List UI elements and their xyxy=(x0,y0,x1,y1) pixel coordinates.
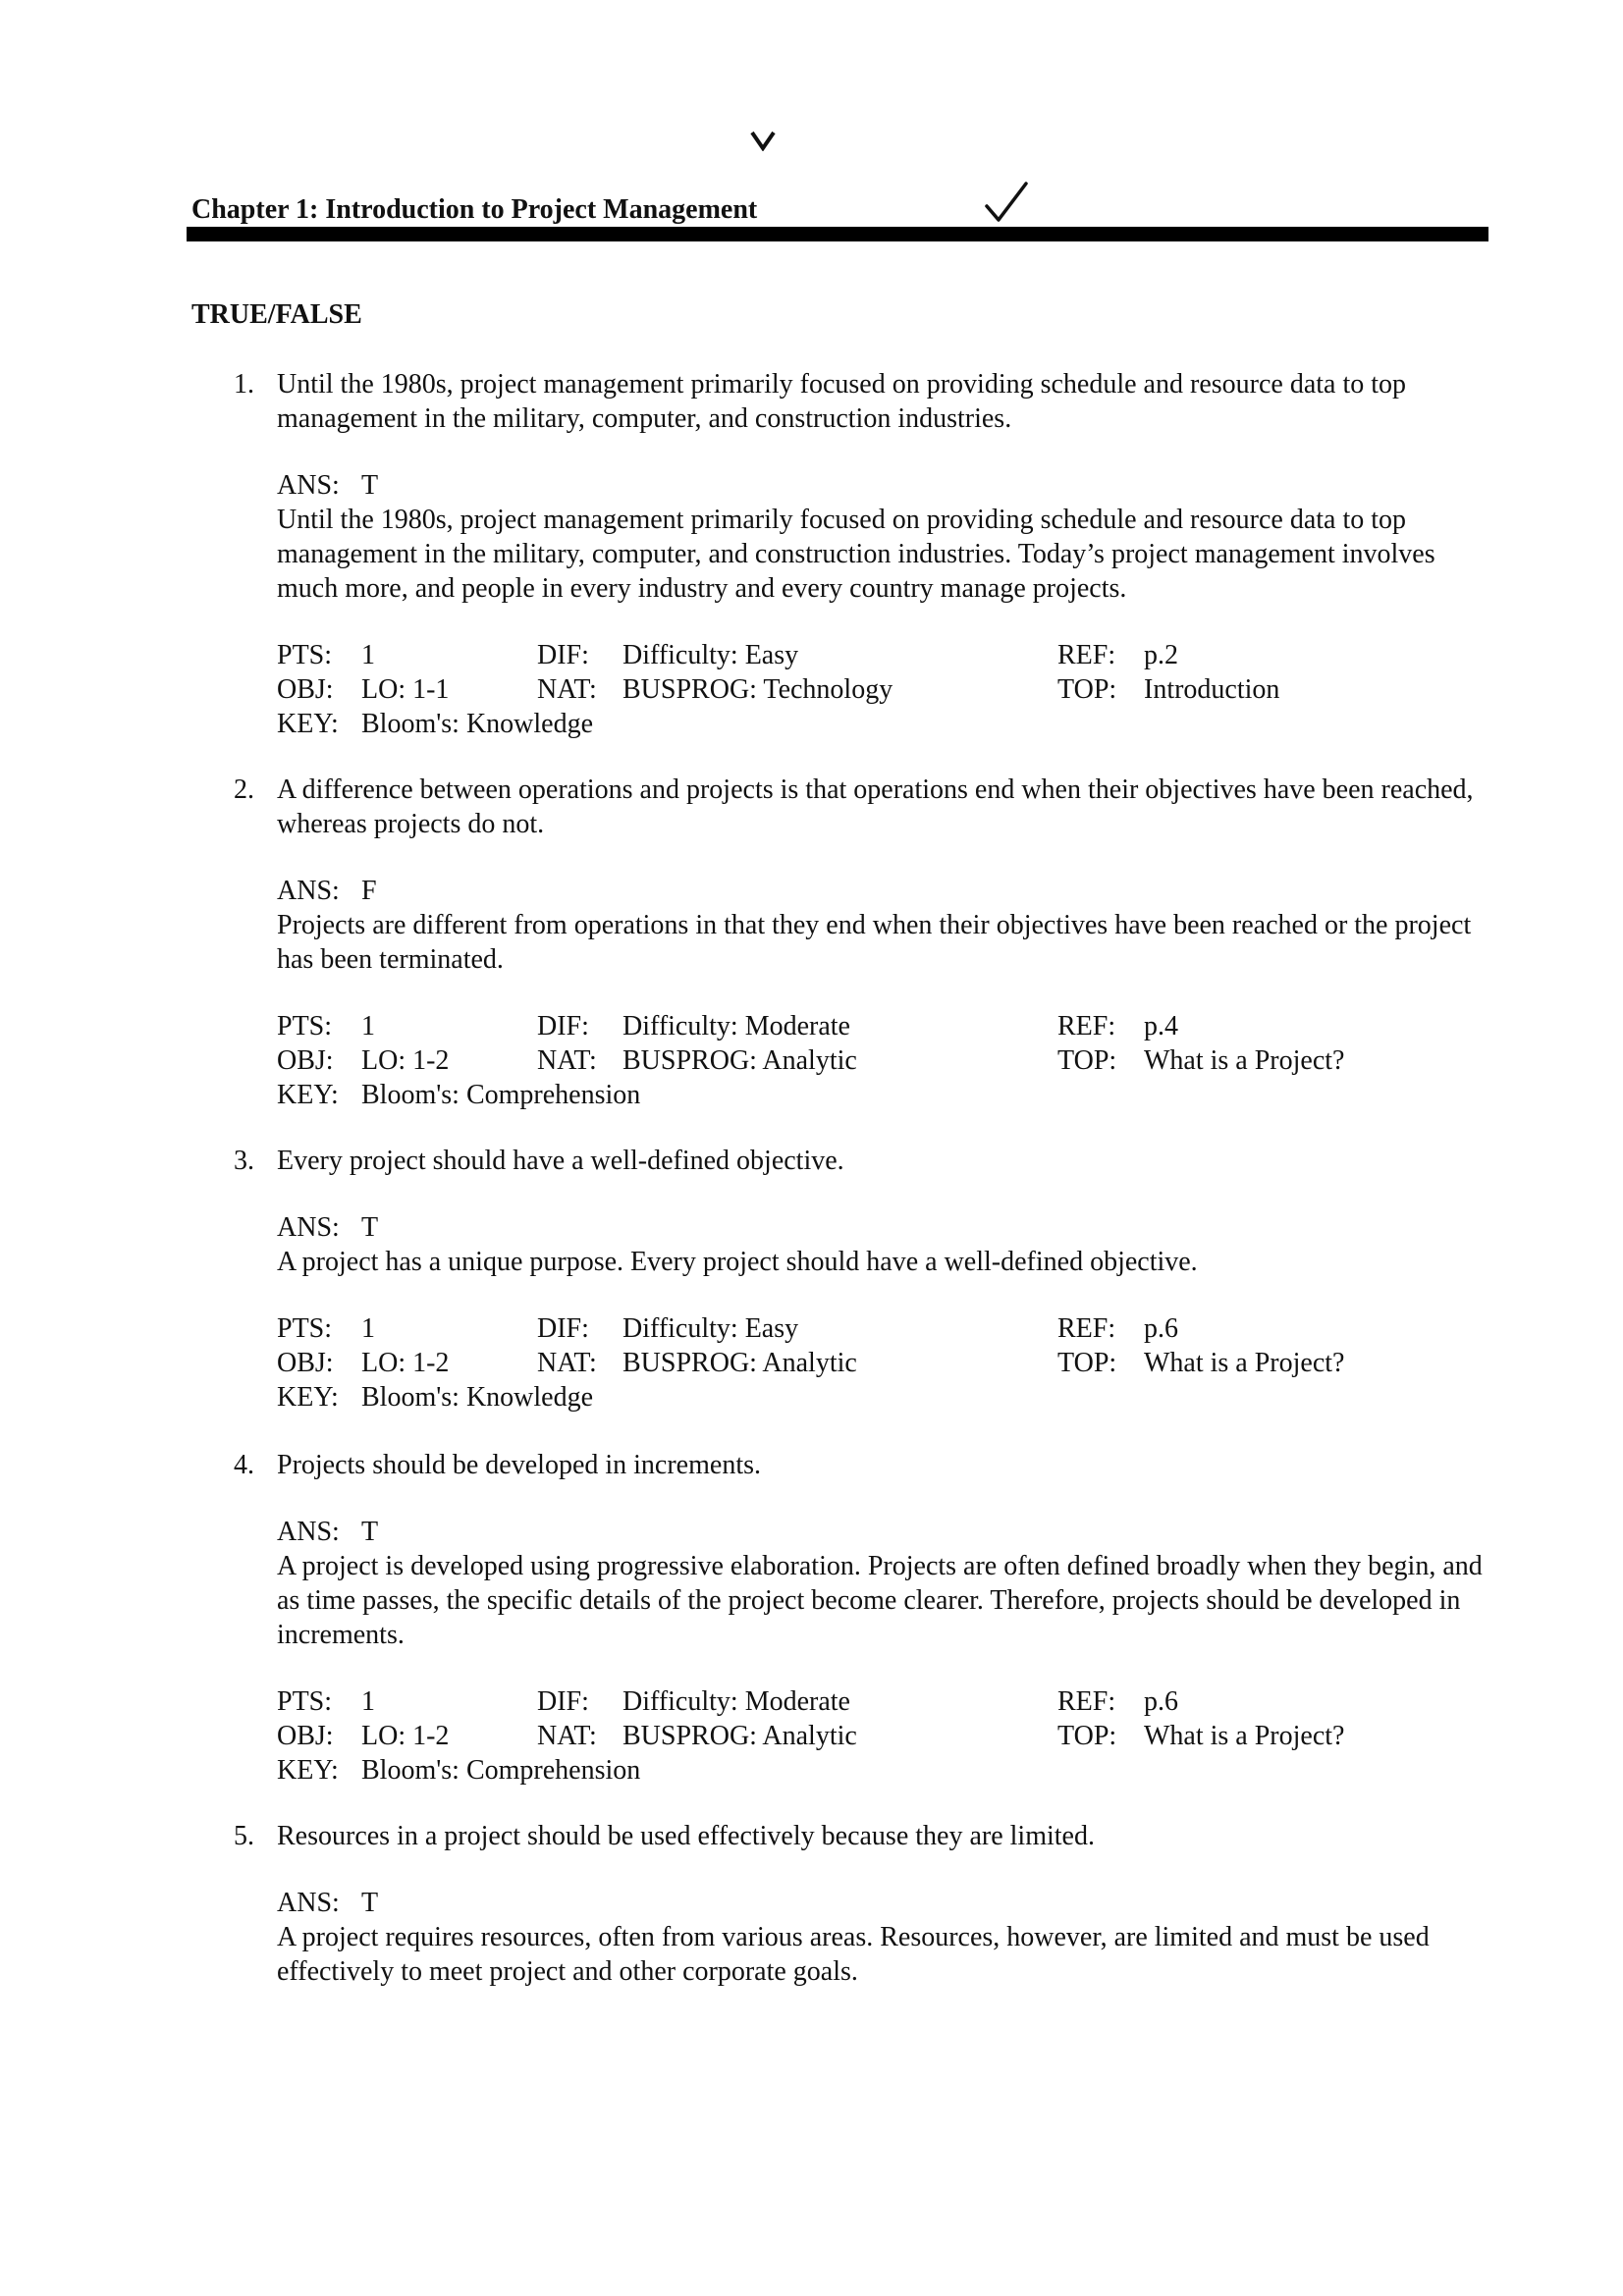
pts-label: PTS: xyxy=(277,640,333,670)
top-value: What is a Project? xyxy=(1144,1721,1345,1751)
answer-value: T xyxy=(361,1888,379,1918)
question-5 xyxy=(191,1819,1497,1989)
key-value: Bloom's: Knowledge xyxy=(361,709,594,739)
question-number: 2. xyxy=(234,774,254,805)
answer-line xyxy=(277,1886,1497,1920)
ref-label: REF: xyxy=(1057,1686,1116,1717)
dif-label: DIF: xyxy=(537,640,589,670)
ref-value: p.6 xyxy=(1144,1686,1178,1717)
answer-label: ANS: xyxy=(277,1212,340,1243)
answer-value: T xyxy=(361,470,379,501)
answer-explanation: A project is developed using progressive elaboration. Projects are often defined broadly when they begin, and as time passes, the specific details of the project become clearer. Therefore, projects should be developed in increments. xyxy=(277,1551,1483,1650)
question-number: 4. xyxy=(234,1450,254,1480)
question-2 xyxy=(191,773,1497,1112)
answer-value: F xyxy=(361,876,377,906)
question-stem: A difference between operations and projects is that operations end when their objectives have been reached, whereas projects do not. xyxy=(277,774,1474,839)
pts-label: PTS: xyxy=(277,1313,333,1344)
question-metadata xyxy=(277,1311,1497,1415)
header-rule xyxy=(187,227,1488,241)
nat-label: NAT: xyxy=(537,1721,597,1751)
ref-value: p.2 xyxy=(1144,640,1178,670)
dif-value: Difficulty: Easy xyxy=(622,1313,799,1344)
ref-label: REF: xyxy=(1057,640,1116,670)
answer-line xyxy=(277,468,1497,503)
obj-label: OBJ: xyxy=(277,1721,334,1751)
question-metadata xyxy=(277,1009,1497,1112)
top-value: What is a Project? xyxy=(1144,1045,1345,1076)
nat-value: BUSPROG: Analytic xyxy=(622,1721,857,1751)
key-label: KEY: xyxy=(277,1080,339,1110)
obj-label: OBJ: xyxy=(277,1348,334,1378)
question-3 xyxy=(191,1144,1497,1415)
checkmark-icon xyxy=(984,181,1029,226)
top-label: TOP: xyxy=(1057,1045,1117,1076)
question-stem: Resources in a project should be used effectively because they are limited. xyxy=(277,1821,1095,1851)
question-stem: Every project should have a well-defined objective. xyxy=(277,1146,844,1176)
section-title: TRUE/FALSE xyxy=(191,299,362,330)
nat-label: NAT: xyxy=(537,1045,597,1076)
answer-label: ANS: xyxy=(277,876,340,906)
key-label: KEY: xyxy=(277,709,339,739)
dif-label: DIF: xyxy=(537,1686,589,1717)
answer-line xyxy=(277,874,1497,908)
question-metadata xyxy=(277,638,1497,741)
dif-value: Difficulty: Easy xyxy=(622,640,799,670)
obj-value: LO: 1-2 xyxy=(361,1721,450,1751)
obj-value: LO: 1-2 xyxy=(361,1045,450,1076)
ref-label: REF: xyxy=(1057,1011,1116,1041)
pts-value: 1 xyxy=(361,1686,375,1717)
top-value: Introduction xyxy=(1144,674,1280,705)
top-value: What is a Project? xyxy=(1144,1348,1345,1378)
question-metadata xyxy=(277,1684,1497,1788)
pts-label: PTS: xyxy=(277,1686,333,1717)
obj-label: OBJ: xyxy=(277,674,334,705)
key-label: KEY: xyxy=(277,1755,339,1786)
answer-explanation: A project has a unique purpose. Every project should have a well-defined objective. xyxy=(277,1247,1198,1277)
question-stem: Until the 1980s, project management primarily focused on providing schedule and resource data to top management in the military, computer, and construction industries. xyxy=(277,369,1407,434)
ref-label: REF: xyxy=(1057,1313,1116,1344)
top-label: TOP: xyxy=(1057,674,1117,705)
answer-label: ANS: xyxy=(277,1888,340,1918)
key-value: Bloom's: Knowledge xyxy=(361,1382,594,1413)
pts-value: 1 xyxy=(361,1313,375,1344)
answer-label: ANS: xyxy=(277,470,340,501)
answer-value: T xyxy=(361,1212,379,1243)
nat-label: NAT: xyxy=(537,1348,597,1378)
key-label: KEY: xyxy=(277,1382,339,1413)
question-4 xyxy=(191,1448,1497,1788)
question-number: 3. xyxy=(234,1146,254,1176)
ref-value: p.4 xyxy=(1144,1011,1178,1041)
obj-value: LO: 1-2 xyxy=(361,1348,450,1378)
answer-value: T xyxy=(361,1517,379,1547)
pts-label: PTS: xyxy=(277,1011,333,1041)
chapter-title: Chapter 1: Introduction to Project Management xyxy=(191,194,758,225)
answer-explanation: A project requires resources, often from various areas. Resources, however, are limited and must be used effectively to meet project and other corporate goals. xyxy=(277,1922,1430,1987)
nat-value: BUSPROG: Analytic xyxy=(622,1045,857,1076)
top-label: TOP: xyxy=(1057,1348,1117,1378)
question-number: 5. xyxy=(234,1821,254,1851)
answer-line xyxy=(277,1210,1497,1245)
dif-value: Difficulty: Moderate xyxy=(622,1686,850,1717)
question-number: 1. xyxy=(234,369,254,400)
answer-explanation: Projects are different from operations in that they end when their objectives have been reached or the project has been terminated. xyxy=(277,910,1472,975)
obj-value: LO: 1-1 xyxy=(361,674,450,705)
dif-label: DIF: xyxy=(537,1313,589,1344)
answer-explanation: Until the 1980s, project management primarily focused on providing schedule and resource data to top management in the military, computer, and construction industries. Today’s project management involves much more, and people in every industry and every country manage projects. xyxy=(277,505,1435,604)
nat-label: NAT: xyxy=(537,674,597,705)
nat-value: BUSPROG: Analytic xyxy=(622,1348,857,1378)
answer-line xyxy=(277,1515,1497,1549)
key-value: Bloom's: Comprehension xyxy=(361,1080,641,1110)
nat-value: BUSPROG: Technology xyxy=(622,674,893,705)
pts-value: 1 xyxy=(361,640,375,670)
v-mark-icon xyxy=(750,130,776,151)
question-stem: Projects should be developed in increments. xyxy=(277,1450,761,1480)
pts-value: 1 xyxy=(361,1011,375,1041)
key-value: Bloom's: Comprehension xyxy=(361,1755,641,1786)
answer-label: ANS: xyxy=(277,1517,340,1547)
dif-value: Difficulty: Moderate xyxy=(622,1011,850,1041)
ref-value: p.6 xyxy=(1144,1313,1178,1344)
question-1 xyxy=(191,367,1497,741)
dif-label: DIF: xyxy=(537,1011,589,1041)
obj-label: OBJ: xyxy=(277,1045,334,1076)
top-label: TOP: xyxy=(1057,1721,1117,1751)
